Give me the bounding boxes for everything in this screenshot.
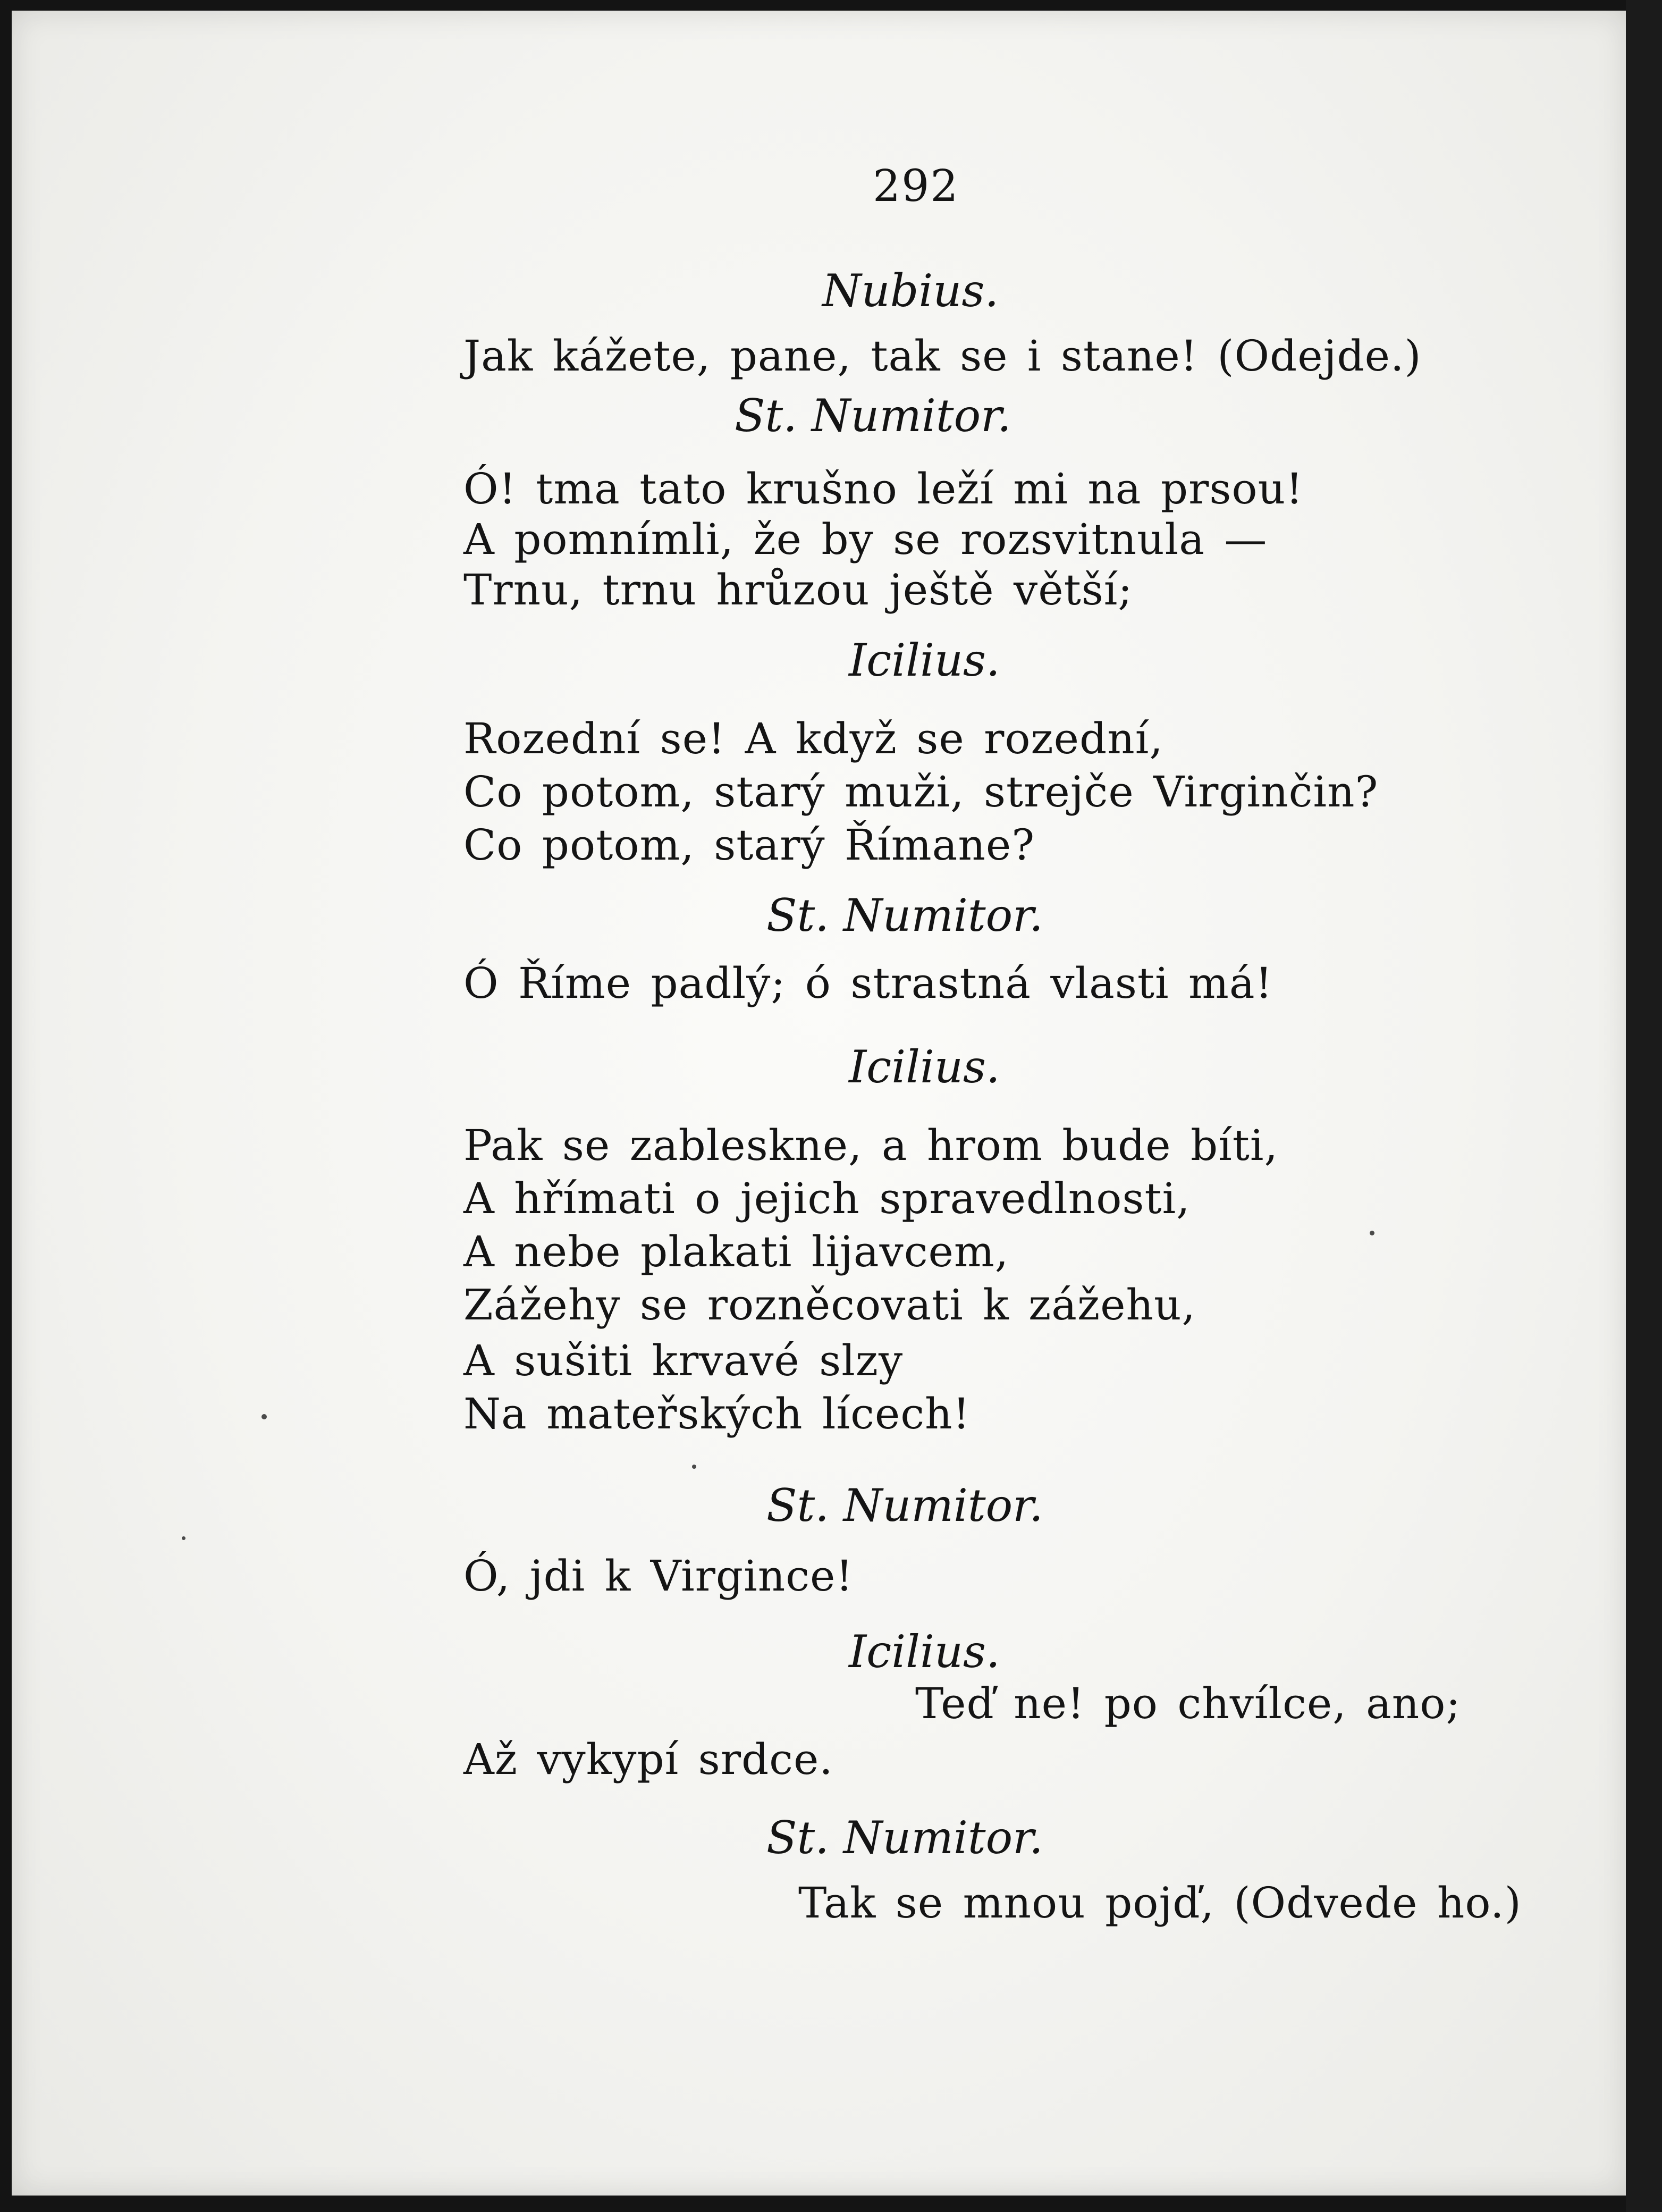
- verse-line: Teď ne! po chvílce, ano;: [915, 1679, 1461, 1728]
- verse-line: Co potom, starý Římane?: [463, 820, 1035, 870]
- scan-speck: [1370, 1231, 1374, 1235]
- page-number: 292: [873, 161, 959, 212]
- speaker-numitor: St. Numitor.: [735, 390, 1011, 442]
- verse-line: Ó Říme padlý; ó strastná vlasti má!: [463, 958, 1273, 1008]
- verse-line: Až vykypí srdce.: [463, 1735, 833, 1784]
- speaker-numitor: St. Numitor.: [766, 889, 1043, 941]
- speaker-icilius: Icilius.: [849, 1041, 1000, 1093]
- verse-line: Tak se mnou pojď, (Odvede ho.): [798, 1878, 1522, 1928]
- verse-line: Rozední se! A když se rozední,: [463, 714, 1163, 763]
- verse-line: Ó! tma tato krušno leží mi na prsou!: [463, 464, 1304, 514]
- verse-line: Jak kážete, pane, tak se i stane! (Odejde.): [463, 331, 1422, 381]
- speaker-icilius: Icilius.: [849, 1626, 1000, 1678]
- book-page: [12, 11, 1627, 2196]
- verse-line: A nebe plakati lijavcem,: [463, 1227, 1009, 1276]
- verse-line: Ó, jdi k Virgince!: [463, 1551, 854, 1601]
- scan-speck: [261, 1414, 267, 1419]
- verse-line: Na mateřských lícech!: [463, 1389, 971, 1439]
- verse-line: A pomnímli, že by se rozsvitnula —: [463, 515, 1268, 564]
- speaker-icilius: Icilius.: [849, 634, 1000, 686]
- verse-line: A sušiti krvavé slzy: [463, 1336, 904, 1385]
- scan-speck: [692, 1465, 696, 1469]
- scan-speck: [182, 1536, 185, 1540]
- book-edge-shadow: [1626, 0, 1662, 2212]
- speaker-numitor: St. Numitor.: [766, 1812, 1043, 1864]
- verse-line: A hřímati o jejich spravedlnosti,: [463, 1174, 1191, 1223]
- verse-line: Trnu, trnu hrůzou ještě větší;: [463, 565, 1133, 615]
- speaker-nubius: Nubius.: [822, 265, 999, 317]
- speaker-numitor: St. Numitor.: [766, 1479, 1043, 1532]
- verse-line: Zážehy se rozněcovati k zážehu,: [463, 1280, 1196, 1330]
- verse-line: Co potom, starý muži, strejče Virginčin?: [463, 767, 1379, 817]
- verse-line: Pak se zableskne, a hrom bude bíti,: [463, 1121, 1278, 1170]
